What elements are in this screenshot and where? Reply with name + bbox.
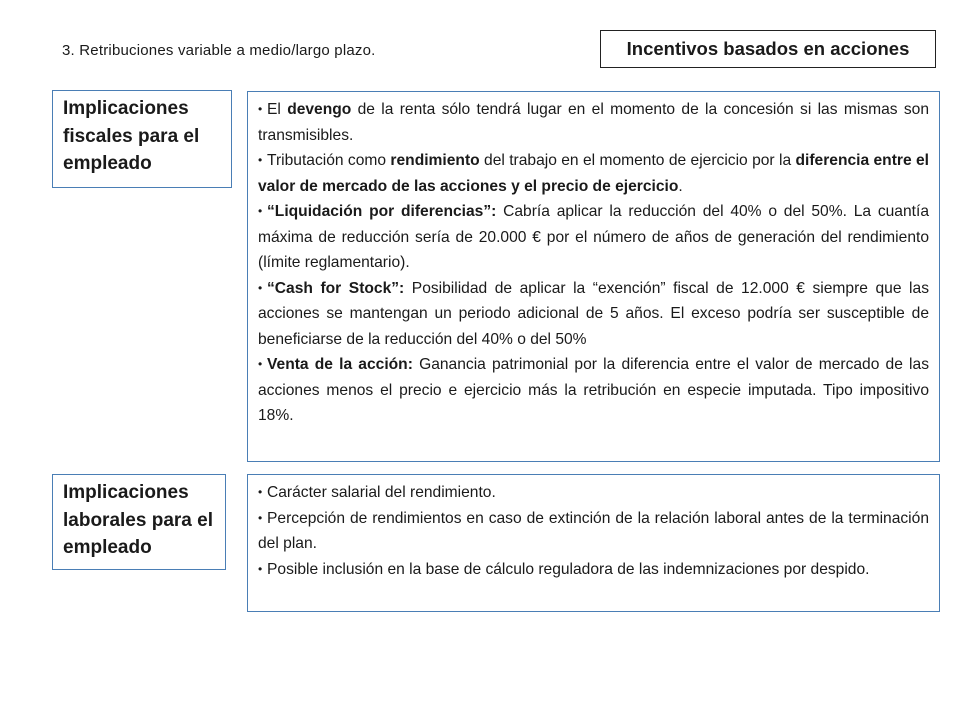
bullet-icon: • bbox=[258, 153, 263, 167]
bullet-item bbox=[258, 506, 929, 557]
labor-bullet-list bbox=[258, 480, 929, 582]
bold-text: rendimiento bbox=[390, 152, 480, 169]
text: Cabría aplicar la reducción del 40% o del 50%. La cuantía máxima de reducción sería de 20.000 € por el número de años de generación del rendimiento (límite reglamentario). bbox=[258, 203, 929, 271]
bullet-icon: • bbox=[258, 510, 263, 525]
bold-text: Venta de la acción: bbox=[267, 356, 413, 373]
fiscal-bullet-list bbox=[258, 97, 929, 429]
text: Posibilidad de aplicar la “exención” fiscal de 12.000 € siempre que las acciones se mantengan un periodo adicional de 5 años. El exceso podría ser susceptible de beneficiarse de la reducción del 40% o del 50% bbox=[258, 279, 929, 348]
bold-text: diferencia entre el valor de mercado de las acciones y el precio de ejercicio bbox=[258, 152, 930, 195]
fiscal-implications-content bbox=[247, 91, 940, 462]
bullet-item bbox=[258, 199, 929, 276]
bullet-icon: • bbox=[258, 357, 263, 371]
slide-subtitle: 3. Retribuciones variable a medio/largo plazo. bbox=[62, 42, 376, 59]
bullet-item bbox=[258, 148, 929, 199]
bullet-item bbox=[258, 97, 929, 148]
bold-text: devengo bbox=[287, 101, 352, 118]
bullet-icon: • bbox=[258, 561, 263, 576]
text: Posible inclusión en la base de cálculo reguladora de las indemnizaciones por despido. bbox=[267, 560, 870, 578]
slide-title: Incentivos basados en acciones bbox=[600, 30, 936, 68]
labor-implications-content bbox=[247, 474, 940, 612]
bullet-icon: • bbox=[258, 280, 263, 295]
text: El bbox=[267, 101, 288, 118]
bullet-icon: • bbox=[258, 102, 263, 116]
fiscal-implications-label: Implicaciones fiscales para el empleado bbox=[52, 90, 232, 188]
text: Percepción de rendimientos en caso de extinción de la relación laboral antes de la terminación del plan. bbox=[258, 509, 929, 552]
bold-text: “Cash for Stock”: bbox=[267, 279, 405, 297]
bullet-item bbox=[258, 557, 929, 583]
bullet-item bbox=[258, 352, 929, 429]
bullet-item bbox=[258, 480, 929, 506]
text: Tributación como bbox=[267, 152, 391, 169]
text: Ganancia patrimonial por la diferencia entre el valor de mercado de las acciones menos el precio e ejercicio más la retribución en especie imputada. Tipo impositivo 18%. bbox=[258, 356, 929, 424]
text: de la renta sólo tendrá lugar en el momento de la concesión si las mismas son transmisibles. bbox=[258, 101, 930, 144]
text: . bbox=[678, 177, 683, 195]
text: del trabajo en el momento de ejercicio por la bbox=[479, 152, 796, 169]
bold-text: “Liquidación por diferencias”: bbox=[267, 203, 497, 220]
labor-implications-label: Implicaciones laborales para el empleado bbox=[52, 474, 226, 570]
text: Carácter salarial del rendimiento. bbox=[267, 484, 496, 501]
bullet-icon: • bbox=[258, 204, 263, 218]
bullet-item bbox=[258, 276, 929, 353]
bullet-icon: • bbox=[258, 485, 263, 499]
